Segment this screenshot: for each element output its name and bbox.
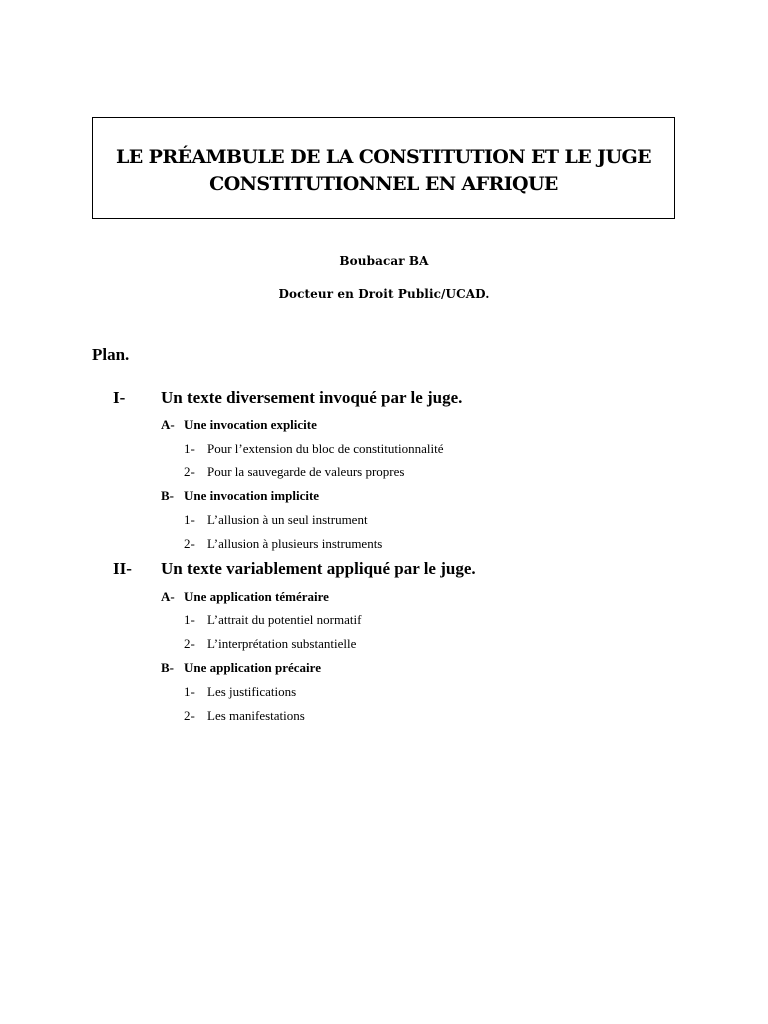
item-text: Les manifestations — [207, 708, 305, 723]
section-title: Une invocation implicite — [184, 488, 320, 503]
item-number: 2- — [184, 636, 195, 651]
part-title: Un texte variablement appliqué par le juge. — [161, 559, 476, 578]
item-text: L’attrait du potentiel normatif — [207, 612, 362, 627]
section-letter: A- — [161, 417, 175, 432]
item-text: L’interprétation substantielle — [207, 636, 357, 651]
item-text: Les justifications — [207, 684, 297, 699]
item-text: L’allusion à plusieurs instruments — [207, 536, 383, 551]
item-text: L’allusion à un seul instrument — [207, 512, 368, 527]
item-number: 2- — [184, 464, 195, 479]
section-title: Une invocation explicite — [184, 417, 317, 432]
item-number: 1- — [184, 441, 195, 456]
part-title: Un texte diversement invoqué par le juge. — [161, 388, 463, 407]
part-number: I- — [113, 388, 126, 407]
section-letter: B- — [161, 660, 174, 675]
plan-heading: Plan. — [92, 345, 130, 364]
part-number: II- — [113, 559, 132, 578]
section-title: Une application téméraire — [184, 589, 329, 604]
title-box — [92, 117, 675, 219]
item-number: 1- — [184, 684, 195, 699]
section-title: Une application précaire — [184, 660, 321, 675]
author-name: Boubacar BA — [339, 254, 429, 268]
item-number: 1- — [184, 612, 195, 627]
document-title-line-1: LE PRÉAMBULE DE LA CONSTITUTION ET LE JUGE — [116, 146, 651, 168]
document-title-line-2: CONSTITUTIONNEL EN AFRIQUE — [209, 173, 558, 195]
author-affiliation: Docteur en Droit Public/UCAD. — [278, 287, 490, 301]
item-number: 2- — [184, 536, 195, 551]
item-text: Pour la sauvegarde de valeurs propres — [207, 464, 405, 479]
item-text: Pour l’extension du bloc de constitutionnalité — [207, 441, 444, 456]
item-number: 2- — [184, 708, 195, 723]
section-letter: A- — [161, 589, 175, 604]
section-letter: B- — [161, 488, 174, 503]
item-number: 1- — [184, 512, 195, 527]
